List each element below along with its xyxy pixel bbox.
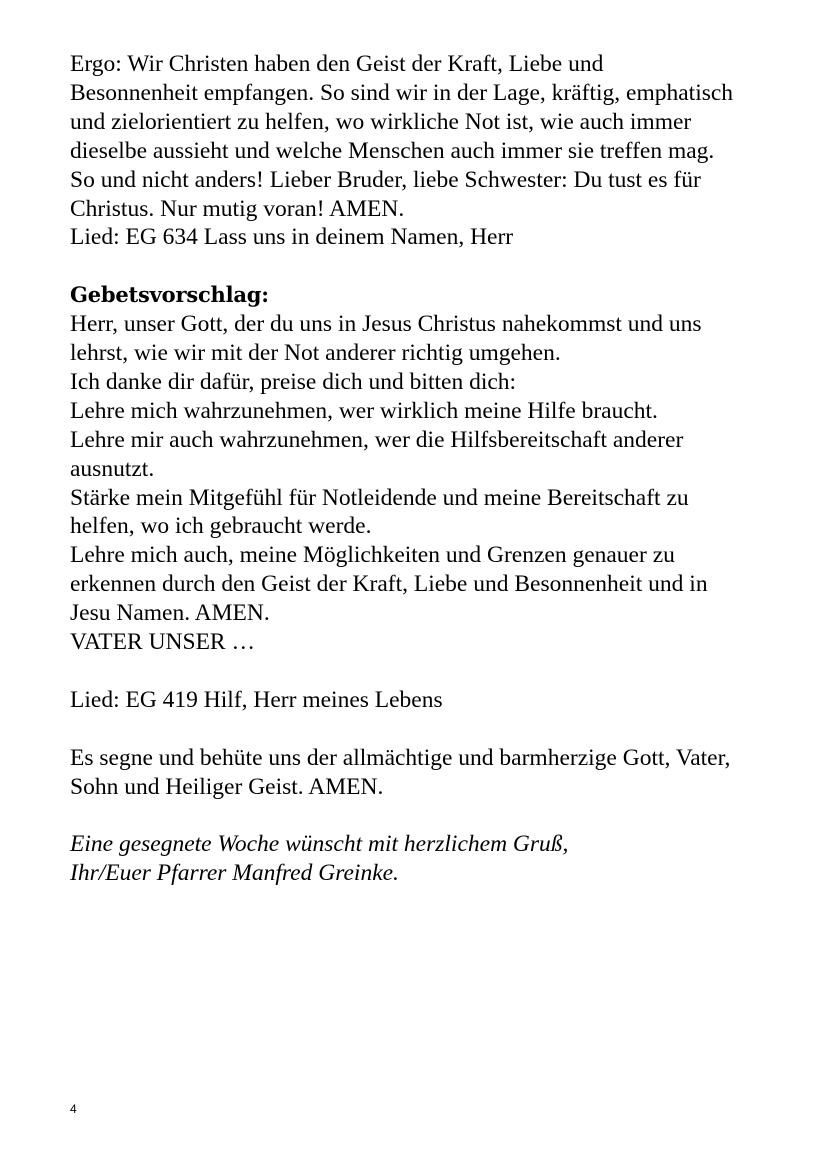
text-line: Stärke mein Mitgefühl für Notleidende und meine Bereitschaft zu [70, 484, 689, 511]
sermon-conclusion [70, 50, 800, 223]
text-line: So und nicht anders! Lieber Bruder, liebe Schwester: Du tust es für [70, 166, 701, 193]
text-line: Lehre mich wahrzunehmen, wer wirklich meine Hilfe braucht. [70, 397, 658, 424]
signature-line: Ihr/Euer Pfarrer Manfred Greinke. [70, 860, 399, 887]
text-line: Sohn und Heiliger Geist. AMEN. [70, 773, 384, 800]
song-reference: Lied: EG 419 Hilf, Herr meines Lebens [70, 686, 443, 713]
text-line: und zielorientiert zu helfen, wo wirkliche Not ist, wie auch immer [70, 108, 692, 135]
text-line: Herr, unser Gott, der du uns in Jesus Christus nahekommst und uns [70, 311, 702, 338]
text-line: Besonnenheit empfangen. So sind wir in der Lage, kräftig, emphatisch [70, 79, 734, 106]
page-body [70, 50, 800, 888]
text-line: Ich danke dir dafür, preise dich und bitten dich: [70, 368, 517, 395]
paragraph-spacer [70, 252, 800, 281]
text-line: Eine gesegnete Woche wünscht mit herzlichem Gruß, [70, 831, 569, 858]
text-line: helfen, wo ich gebraucht werde. [70, 513, 372, 540]
text-line: Lehre mir auch wahrzunehmen, wer die Hilfsbereitschaft anderer [70, 426, 684, 453]
text-line: ausnutzt. [70, 455, 155, 482]
page-number: 4 [70, 1102, 77, 1116]
prayer-heading: Gebetsvorschlag: [70, 282, 269, 308]
text-line: Ergo: Wir Christen haben den Geist der Kraft, Liebe und [70, 51, 604, 77]
text-line: erkennen durch den Geist der Kraft, Liebe und Besonnenheit und in [70, 571, 708, 598]
our-father-line: VATER UNSER … [70, 629, 255, 656]
song-reference: Lied: EG 634 Lass uns in deinem Namen, Herr [70, 224, 514, 251]
text-line: dieselbe aussieht und welche Menschen auch immer sie treffen mag. [70, 137, 715, 164]
paragraph-spacer [70, 715, 800, 744]
text-line: lehrst, wie wir mit der Not anderer richtig umgehen. [70, 340, 561, 367]
text-line: Es segne und behüte uns der allmächtige und barmherzige Gott, Vater, [70, 744, 731, 771]
blessing [70, 744, 800, 802]
text-line: Lehre mich auch, meine Möglichkeiten und Grenzen genauer zu [70, 542, 675, 569]
text-line: Jesu Namen. AMEN. [70, 600, 270, 627]
closing-greeting [70, 830, 800, 888]
prayer-section [70, 281, 800, 657]
paragraph-spacer [70, 657, 800, 686]
text-line: Christus. Nur mutig voran! AMEN. [70, 195, 405, 222]
paragraph-spacer [70, 802, 800, 831]
